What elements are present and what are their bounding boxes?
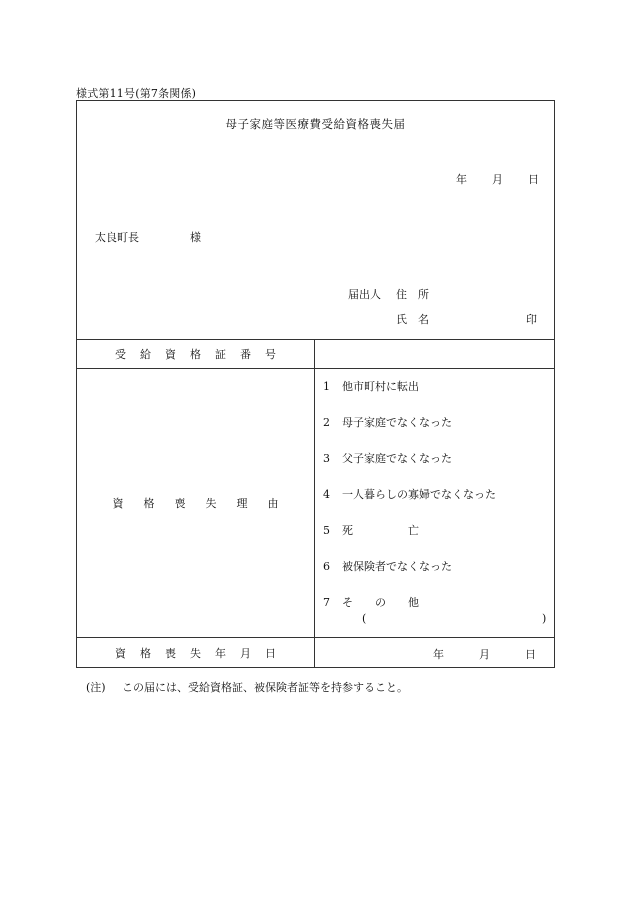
reason-text: 父子家庭でなくなった — [342, 452, 452, 465]
header-date-month: 月 — [492, 173, 503, 186]
loss-reason-options — [316, 369, 554, 637]
reason-number: 7 — [323, 596, 330, 609]
other-paren-close: ) — [542, 612, 547, 625]
reason-text: 他市町村に転出 — [342, 380, 419, 393]
reason-text: 母子家庭でなくなった — [342, 416, 452, 429]
loss-reason-label: 資格喪失理由 — [77, 369, 315, 637]
reason-item-5[interactable] — [323, 522, 419, 538]
form-box — [76, 100, 555, 668]
loss-date-day: 日 — [525, 648, 536, 661]
certificate-number-field[interactable] — [316, 339, 554, 368]
applicant-name-label: 氏 名 — [396, 313, 429, 326]
loss-date-month: 月 — [479, 648, 490, 661]
reason-number: 4 — [323, 488, 330, 501]
loss-date-row — [77, 638, 554, 667]
header-date-day: 日 — [528, 173, 539, 186]
reason-item-3[interactable] — [323, 450, 452, 466]
form-number: 様式第11号(第7条関係) — [76, 87, 197, 100]
certificate-number-label: 受給資格証番号 — [77, 339, 315, 368]
applicant-label: 届出人 — [348, 288, 381, 301]
loss-date-label: 資格喪失年月日 — [77, 638, 315, 667]
reason-item-2[interactable] — [323, 414, 452, 430]
addressee-name: 太良町長 — [95, 231, 139, 244]
reason-number: 6 — [323, 560, 330, 573]
header-date-year: 年 — [456, 173, 467, 186]
reason-item-7[interactable] — [323, 594, 419, 610]
footnote-text: この届には、受給資格証、被保険者証等を持参すること。 — [122, 681, 408, 694]
reason-item-6[interactable] — [323, 558, 452, 574]
reason-item-1[interactable] — [323, 378, 419, 394]
reason-number: 3 — [323, 452, 330, 465]
reason-number: 2 — [323, 416, 330, 429]
reason-item-4[interactable] — [323, 486, 496, 502]
reason-text: 一人暮らしの寡婦でなくなった — [342, 488, 496, 501]
form-title: 母子家庭等医療費受給資格喪失届 — [225, 117, 406, 131]
other-paren-open: ( — [362, 612, 367, 625]
loss-date-field[interactable] — [316, 638, 554, 667]
loss-date-year: 年 — [433, 648, 444, 661]
footnote — [86, 679, 408, 695]
footnote-tag: (注) — [86, 681, 106, 694]
reason-number: 5 — [323, 524, 330, 537]
applicant-address-label: 住 所 — [396, 288, 429, 301]
loss-reason-row — [77, 369, 554, 638]
reason-text: そ の 他 — [342, 596, 419, 609]
reason-number: 1 — [323, 380, 330, 393]
form-header — [77, 101, 554, 340]
seal-mark: 印 — [526, 313, 537, 326]
certificate-number-row — [77, 339, 554, 369]
addressee-honorific: 様 — [190, 231, 201, 244]
reason-text: 被保険者でなくなった — [342, 560, 452, 573]
reason-text: 死 亡 — [342, 524, 419, 537]
